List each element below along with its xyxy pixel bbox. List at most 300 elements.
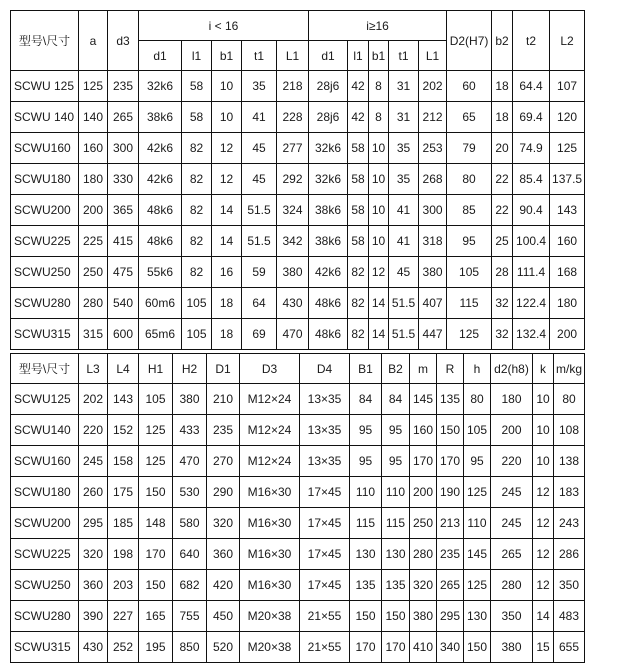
table-row — [11, 539, 585, 570]
table-row — [11, 195, 585, 226]
value-cell: 243 — [554, 508, 585, 539]
value-cell: 58 — [348, 226, 369, 257]
value-cell: 170 — [437, 446, 464, 477]
value-cell: 300 — [419, 195, 447, 226]
value-cell: 145 — [464, 539, 491, 570]
value-cell: 18 — [492, 102, 513, 133]
value-cell: 14 — [533, 601, 554, 632]
table-row — [11, 226, 585, 257]
value-cell: 42k6 — [139, 133, 182, 164]
table-row — [11, 508, 585, 539]
value-cell: 13×35 — [300, 384, 350, 415]
value-cell: M16×30 — [240, 477, 300, 508]
value-cell: 235 — [108, 71, 139, 102]
value-cell: 218 — [277, 71, 309, 102]
value-cell: 600 — [108, 319, 139, 350]
value-cell: 12 — [533, 570, 554, 601]
value-cell: 202 — [79, 384, 108, 415]
value-cell: 135 — [437, 384, 464, 415]
value-cell: 320 — [207, 508, 240, 539]
value-cell: 14 — [369, 319, 389, 350]
value-cell: 290 — [207, 477, 240, 508]
value-cell: 107 — [550, 71, 585, 102]
value-cell: 433 — [173, 415, 207, 446]
value-cell: 8 — [369, 102, 389, 133]
value-cell: 105 — [182, 288, 212, 319]
value-cell: 10 — [533, 446, 554, 477]
value-cell: 105 — [139, 384, 173, 415]
value-cell: 108 — [554, 415, 585, 446]
value-cell: 21×55 — [300, 632, 350, 663]
value-cell: 390 — [79, 601, 108, 632]
value-cell: 10 — [212, 71, 242, 102]
value-cell: 420 — [207, 570, 240, 601]
header-D3: D3 — [240, 354, 300, 384]
value-cell: 69 — [242, 319, 277, 350]
value-cell: 125 — [550, 133, 585, 164]
value-cell: 320 — [410, 570, 437, 601]
header-t2: t2 — [513, 11, 550, 71]
value-cell: 850 — [173, 632, 207, 663]
value-cell: 295 — [79, 508, 108, 539]
value-cell: 253 — [419, 133, 447, 164]
header-model: 型号\尺寸 — [11, 11, 79, 71]
value-cell: 69.4 — [513, 102, 550, 133]
value-cell: 51.5 — [242, 226, 277, 257]
value-cell: 17×45 — [300, 508, 350, 539]
value-cell: 115 — [382, 508, 410, 539]
value-cell: 13×35 — [300, 415, 350, 446]
value-cell: 168 — [550, 257, 585, 288]
value-cell: 200 — [410, 477, 437, 508]
value-cell: 17×45 — [300, 477, 350, 508]
table-row — [11, 570, 585, 601]
value-cell: 203 — [108, 570, 139, 601]
value-cell: 125 — [464, 570, 491, 601]
value-cell: 415 — [108, 226, 139, 257]
model-cell: SCWU180 — [11, 477, 79, 508]
header-low-b1: b1 — [212, 41, 242, 71]
value-cell: 58 — [182, 102, 212, 133]
value-cell: 82 — [182, 164, 212, 195]
header-row — [11, 354, 585, 384]
value-cell: 198 — [108, 539, 139, 570]
table-row — [11, 477, 585, 508]
value-cell: 80 — [447, 164, 492, 195]
value-cell: 14 — [369, 288, 389, 319]
value-cell: 135 — [382, 570, 410, 601]
value-cell: 407 — [419, 288, 447, 319]
model-cell: SCWU200 — [11, 508, 79, 539]
value-cell: 18 — [212, 319, 242, 350]
value-cell: 80 — [554, 384, 585, 415]
value-cell: 20 — [492, 133, 513, 164]
value-cell: 82 — [348, 288, 369, 319]
value-cell: 227 — [108, 601, 139, 632]
value-cell: 95 — [382, 446, 410, 477]
value-cell: 115 — [447, 288, 492, 319]
header-H1: H1 — [139, 354, 173, 384]
value-cell: 95 — [350, 415, 382, 446]
value-cell: 324 — [277, 195, 309, 226]
table-row — [11, 319, 585, 350]
value-cell: 22 — [492, 164, 513, 195]
header-B1: B1 — [350, 354, 382, 384]
value-cell: 265 — [108, 102, 139, 133]
model-cell: SCWU280 — [11, 601, 79, 632]
value-cell: 342 — [277, 226, 309, 257]
header-model: 型号\尺寸 — [11, 354, 79, 384]
value-cell: 115 — [350, 508, 382, 539]
value-cell: 84 — [382, 384, 410, 415]
value-cell: 125 — [447, 319, 492, 350]
value-cell: 200 — [550, 319, 585, 350]
value-cell: M20×38 — [240, 601, 300, 632]
value-cell: 82 — [348, 319, 369, 350]
value-cell: 165 — [139, 601, 173, 632]
value-cell: 16 — [212, 257, 242, 288]
value-cell: 21×55 — [300, 601, 350, 632]
value-cell: 158 — [108, 446, 139, 477]
value-cell: 170 — [139, 539, 173, 570]
model-cell: SCWU160 — [11, 446, 79, 477]
value-cell: 38k6 — [139, 102, 182, 133]
value-cell: 58 — [348, 164, 369, 195]
value-cell: 150 — [139, 570, 173, 601]
value-cell: 10 — [369, 226, 389, 257]
value-cell: 180 — [550, 288, 585, 319]
value-cell: 105 — [447, 257, 492, 288]
table-2-header — [11, 354, 585, 384]
value-cell: 15 — [533, 632, 554, 663]
header-high-b1: b1 — [369, 41, 389, 71]
table-row — [11, 601, 585, 632]
value-cell: 380 — [173, 384, 207, 415]
value-cell: 160 — [550, 226, 585, 257]
table-row — [11, 71, 585, 102]
value-cell: 25 — [492, 226, 513, 257]
value-cell: 10 — [369, 195, 389, 226]
model-cell: SCWU 140 — [11, 102, 79, 133]
table-row — [11, 164, 585, 195]
model-cell: SCWU200 — [11, 195, 79, 226]
value-cell: 17×45 — [300, 539, 350, 570]
header-L4: L4 — [108, 354, 139, 384]
value-cell: 13×35 — [300, 446, 350, 477]
value-cell: 148 — [139, 508, 173, 539]
value-cell: 450 — [207, 601, 240, 632]
value-cell: 430 — [79, 632, 108, 663]
value-cell: 260 — [79, 477, 108, 508]
value-cell: M12×24 — [240, 446, 300, 477]
value-cell: 80 — [464, 384, 491, 415]
dimension-table-2 — [10, 353, 585, 663]
value-cell: 12 — [212, 133, 242, 164]
model-cell: SCWU315 — [11, 632, 79, 663]
value-cell: 180 — [79, 164, 108, 195]
header-H2: H2 — [173, 354, 207, 384]
model-cell: SCWU250 — [11, 570, 79, 601]
value-cell: 31 — [389, 71, 419, 102]
value-cell: 286 — [554, 539, 585, 570]
value-cell: 470 — [277, 319, 309, 350]
value-cell: 14 — [212, 226, 242, 257]
header-D4: D4 — [300, 354, 350, 384]
value-cell: 360 — [79, 570, 108, 601]
value-cell: 300 — [108, 133, 139, 164]
value-cell: 150 — [139, 477, 173, 508]
header-B2: B2 — [382, 354, 410, 384]
value-cell: 110 — [464, 508, 491, 539]
value-cell: 110 — [350, 477, 382, 508]
value-cell: 202 — [419, 71, 447, 102]
value-cell: 38k6 — [309, 226, 348, 257]
value-cell: 475 — [108, 257, 139, 288]
value-cell: 60 — [447, 71, 492, 102]
value-cell: 655 — [554, 632, 585, 663]
value-cell: 235 — [207, 415, 240, 446]
header-low-L1: L1 — [277, 41, 309, 71]
table-row — [11, 415, 585, 446]
value-cell: 315 — [79, 319, 108, 350]
value-cell: 82 — [348, 257, 369, 288]
value-cell: 12 — [369, 257, 389, 288]
value-cell: 45 — [242, 133, 277, 164]
table-1-body — [11, 71, 585, 350]
value-cell: 140 — [79, 102, 108, 133]
value-cell: 12 — [533, 539, 554, 570]
value-cell: 59 — [242, 257, 277, 288]
value-cell: 42 — [348, 71, 369, 102]
value-cell: 265 — [437, 570, 464, 601]
value-cell: 18 — [212, 288, 242, 319]
value-cell: 183 — [554, 477, 585, 508]
header-d3: d3 — [108, 11, 139, 71]
value-cell: 95 — [447, 226, 492, 257]
value-cell: 250 — [410, 508, 437, 539]
header-group-i-ge-16: i≥16 — [309, 11, 447, 41]
value-cell: 82 — [182, 133, 212, 164]
value-cell: 160 — [79, 133, 108, 164]
value-cell: 35 — [242, 71, 277, 102]
value-cell: M12×24 — [240, 415, 300, 446]
value-cell: 160 — [410, 415, 437, 446]
value-cell: 120 — [550, 102, 585, 133]
table-row — [11, 133, 585, 164]
value-cell: 365 — [108, 195, 139, 226]
table-row — [11, 446, 585, 477]
value-cell: 28j6 — [309, 102, 348, 133]
value-cell: 51.5 — [389, 319, 419, 350]
value-cell: 295 — [437, 601, 464, 632]
value-cell: 8 — [369, 71, 389, 102]
value-cell: 280 — [410, 539, 437, 570]
value-cell: 65m6 — [139, 319, 182, 350]
value-cell: 170 — [350, 632, 382, 663]
value-cell: 220 — [491, 446, 533, 477]
value-cell: 10 — [533, 384, 554, 415]
model-cell: SCWU315 — [11, 319, 79, 350]
value-cell: 150 — [437, 415, 464, 446]
dimension-table-1 — [10, 10, 585, 350]
value-cell: 185 — [108, 508, 139, 539]
model-cell: SCWU 125 — [11, 71, 79, 102]
value-cell: 170 — [382, 632, 410, 663]
value-cell: 170 — [410, 446, 437, 477]
value-cell: 32 — [492, 319, 513, 350]
value-cell: 48k6 — [309, 288, 348, 319]
value-cell: 10 — [369, 133, 389, 164]
value-cell: 277 — [277, 133, 309, 164]
value-cell: 82 — [182, 195, 212, 226]
value-cell: 210 — [207, 384, 240, 415]
value-cell: M16×30 — [240, 508, 300, 539]
value-cell: 82 — [182, 257, 212, 288]
value-cell: 245 — [491, 508, 533, 539]
value-cell: 10 — [369, 164, 389, 195]
value-cell: M16×30 — [240, 539, 300, 570]
value-cell: 447 — [419, 319, 447, 350]
value-cell: 540 — [108, 288, 139, 319]
value-cell: 268 — [419, 164, 447, 195]
value-cell: 28j6 — [309, 71, 348, 102]
value-cell: 32k6 — [309, 133, 348, 164]
value-cell: 292 — [277, 164, 309, 195]
value-cell: M16×30 — [240, 570, 300, 601]
value-cell: 380 — [410, 601, 437, 632]
table-2-body — [11, 384, 585, 663]
value-cell: 175 — [108, 477, 139, 508]
value-cell: 152 — [108, 415, 139, 446]
value-cell: 143 — [550, 195, 585, 226]
value-cell: 200 — [79, 195, 108, 226]
header-low-t1: t1 — [242, 41, 277, 71]
value-cell: 580 — [173, 508, 207, 539]
value-cell: 125 — [139, 415, 173, 446]
value-cell: 31 — [389, 102, 419, 133]
value-cell: 213 — [437, 508, 464, 539]
header-h: h — [464, 354, 491, 384]
value-cell: 64 — [242, 288, 277, 319]
model-cell: SCWU125 — [11, 384, 79, 415]
value-cell: 32k6 — [309, 164, 348, 195]
value-cell: 65 — [447, 102, 492, 133]
value-cell: 682 — [173, 570, 207, 601]
value-cell: 212 — [419, 102, 447, 133]
header-D1: D1 — [207, 354, 240, 384]
value-cell: 755 — [173, 601, 207, 632]
header-high-d1: d1 — [309, 41, 348, 71]
value-cell: 42 — [348, 102, 369, 133]
value-cell: 430 — [277, 288, 309, 319]
value-cell: 252 — [108, 632, 139, 663]
value-cell: 125 — [79, 71, 108, 102]
value-cell: 85 — [447, 195, 492, 226]
header-row-1 — [11, 11, 585, 41]
value-cell: 228 — [277, 102, 309, 133]
value-cell: 32 — [492, 288, 513, 319]
value-cell: M20×38 — [240, 632, 300, 663]
value-cell: 42k6 — [139, 164, 182, 195]
value-cell: 137.5 — [550, 164, 585, 195]
value-cell: 280 — [491, 570, 533, 601]
value-cell: 35 — [389, 164, 419, 195]
model-cell: SCWU140 — [11, 415, 79, 446]
table-row — [11, 102, 585, 133]
value-cell: 48k6 — [139, 226, 182, 257]
header-low-l1: l1 — [182, 41, 212, 71]
value-cell: 520 — [207, 632, 240, 663]
header-group-i-lt-16: i < 16 — [139, 11, 309, 41]
value-cell: 14 — [212, 195, 242, 226]
value-cell: M12×24 — [240, 384, 300, 415]
header-D2-H7: D2(H7) — [447, 11, 492, 71]
header-a: a — [79, 11, 108, 71]
value-cell: 110 — [382, 477, 410, 508]
header-m: m — [410, 354, 437, 384]
value-cell: 64.4 — [513, 71, 550, 102]
value-cell: 138 — [554, 446, 585, 477]
value-cell: 318 — [419, 226, 447, 257]
value-cell: 55k6 — [139, 257, 182, 288]
value-cell: 45 — [242, 164, 277, 195]
value-cell: 60m6 — [139, 288, 182, 319]
value-cell: 58 — [348, 133, 369, 164]
value-cell: 280 — [79, 288, 108, 319]
value-cell: 150 — [350, 601, 382, 632]
value-cell: 42k6 — [309, 257, 348, 288]
value-cell: 90.4 — [513, 195, 550, 226]
value-cell: 410 — [410, 632, 437, 663]
value-cell: 10 — [212, 102, 242, 133]
value-cell: 235 — [437, 539, 464, 570]
value-cell: 483 — [554, 601, 585, 632]
value-cell: 45 — [389, 257, 419, 288]
model-cell: SCWU225 — [11, 226, 79, 257]
table-row — [11, 288, 585, 319]
value-cell: 58 — [348, 195, 369, 226]
value-cell: 145 — [410, 384, 437, 415]
value-cell: 132.4 — [513, 319, 550, 350]
value-cell: 35 — [389, 133, 419, 164]
value-cell: 95 — [382, 415, 410, 446]
value-cell: 58 — [182, 71, 212, 102]
value-cell: 270 — [207, 446, 240, 477]
value-cell: 125 — [464, 477, 491, 508]
value-cell: 122.4 — [513, 288, 550, 319]
value-cell: 130 — [350, 539, 382, 570]
value-cell: 350 — [554, 570, 585, 601]
value-cell: 190 — [437, 477, 464, 508]
value-cell: 470 — [173, 446, 207, 477]
value-cell: 51.5 — [389, 288, 419, 319]
header-R: R — [437, 354, 464, 384]
header-k: k — [533, 354, 554, 384]
value-cell: 150 — [464, 632, 491, 663]
value-cell: 380 — [419, 257, 447, 288]
table-1-header — [11, 11, 585, 71]
value-cell: 74.9 — [513, 133, 550, 164]
value-cell: 82 — [182, 226, 212, 257]
header-high-l1: l1 — [348, 41, 369, 71]
value-cell: 135 — [350, 570, 382, 601]
value-cell: 150 — [382, 601, 410, 632]
table-row — [11, 257, 585, 288]
header-d2-h8: d2(h8) — [491, 354, 533, 384]
value-cell: 265 — [491, 539, 533, 570]
value-cell: 51.5 — [242, 195, 277, 226]
value-cell: 530 — [173, 477, 207, 508]
